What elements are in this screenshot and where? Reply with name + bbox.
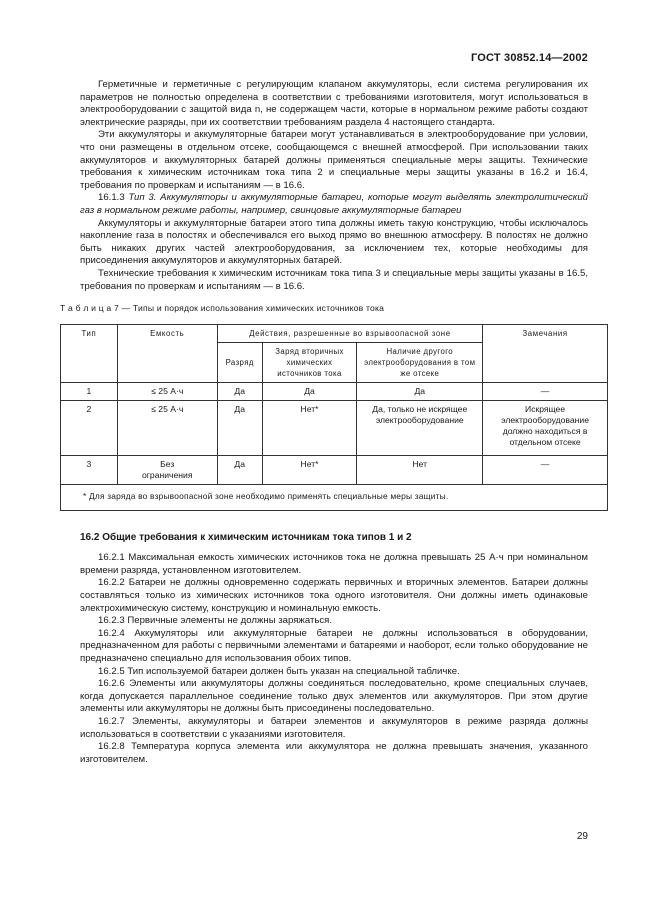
paragraph: 16.2.7 Элементы, аккумуляторы и батареи элементов и аккумуляторов в режиме разряда должны использоваться в соответствии с указаниями изготовителя. — [80, 716, 588, 740]
table-row — [61, 455, 608, 484]
cell-remarks: Искрящее электрооборудование должно находиться в отдельном отсеке — [483, 400, 608, 455]
cell-type: 3 — [61, 455, 118, 484]
clause-number: 16.1.3 — [98, 192, 125, 204]
cell-charge: Да — [262, 382, 357, 400]
table-footnote: * Для заряда во взрывоопасной зоне необходимо применять специальные меры защиты. — [61, 484, 608, 510]
paragraph: 16.2.5 Тип используемой батареи должен быть указан на специальной табличке. — [98, 665, 460, 677]
cell-other: Да — [357, 382, 483, 400]
header-discharge: Разряд — [217, 342, 262, 382]
cell-capacity: ≤ 25 А·ч — [117, 400, 217, 455]
paragraph: 16.2.2 Батареи не должны одновременно содержать первичных и вторичных элементов. Батареи должны составляться только из химических источников тока одного изготовителя. Они должны иметь одинаковые электрохимическую систему, конструкцию и номинальную емкость. — [80, 577, 588, 614]
paragraph: 16.2.1 Максимальная емкость химических источников тока не должна превышать 25 А·ч при номинальном времени разряда, установленном изготовителем. — [80, 552, 588, 576]
cell-other: Нет — [357, 455, 483, 484]
header-remarks: Замечания — [483, 324, 608, 382]
clause-16-1-3 — [80, 192, 588, 217]
paragraph: Герметичные и герметичные с регулирующим клапаном аккумуляторы, если система регулирования их параметров не полностью определена в соответствии с требованиями изготовителя, могут использоваться в электрооборудовании с защитой вида n, не содержащем части, которые в нормальном режиме работы создают электрические разряды, при их соответствии требованиям раздела 4 настоящего стандарта. — [80, 79, 588, 128]
table-header-row — [61, 324, 608, 342]
paragraph: 16.2.6 Элементы или аккумуляторы должны соединяться последовательно, кроме специальных случаев, когда допускается параллельное соединение только двух элементов или аккумуляторов. При этом другие элементы или аккумуляторы не должны быть присоединены последовательно. — [80, 678, 588, 715]
header-actions: Действия, разрешенные во взрывоопасной зоне — [217, 324, 482, 342]
header-charge: Заряд вторичных химических источников тока — [262, 342, 357, 382]
paragraph: 16.2.8 Температура корпуса элемента или аккумулятора не должна превышать значения, указанного изготовителем. — [80, 741, 588, 765]
cell-discharge: Да — [217, 455, 262, 484]
cell-remarks: — — [483, 382, 608, 400]
page-content — [60, 79, 590, 766]
cell-capacity: Без ограничения — [117, 455, 217, 484]
header-type: Тип — [61, 324, 118, 382]
page-number: 29 — [576, 831, 588, 842]
paragraph: Технические требования к химическим источникам тока типа 3 и специальные меры защиты указаны в 16.5, требования по проверкам и испытаниям — в 16.6. — [80, 267, 588, 292]
cell-type: 1 — [61, 382, 118, 400]
table-footnote-row — [61, 484, 608, 510]
header-capacity: Емкость — [117, 324, 217, 382]
table-row — [61, 382, 608, 400]
paragraph: Аккумуляторы и аккумуляторные батареи этого типа должны иметь такую конструкцию, чтобы исключалось накопление газа в полостях и обеспечивался его выход прямо во внешнюю атмосферу. В полостях не должно быть никаких других частей электрооборудования, за исключением тех, которые необходимы для присоединения аккумуляторов и аккумуляторных батарей. — [80, 217, 588, 267]
paragraph: 16.2.3 Первичные элементы не должны заряжаться. — [98, 615, 333, 627]
table-row — [61, 400, 608, 455]
paragraph: 16.2.4 Аккумуляторы или аккумуляторные батареи не должны использоваться в оборудовании, предназначенном для работы с первичными элементами и батареями и наоборот, если только оборудование не предназначено специально для использования обоих типов. — [80, 627, 588, 665]
battery-types-table — [60, 324, 608, 511]
clause-title: Тип 3. Аккумуляторы и аккумуляторные батареи, которые могут выделять электролитический газ в нормальном режиме работы, например, свинцовые аккумуляторные батареи — [80, 192, 588, 216]
cell-discharge: Да — [217, 400, 262, 455]
cell-type: 2 — [61, 400, 118, 455]
section-title: 16.2 Общие требования к химическим источникам тока типов 1 и 2 — [80, 531, 412, 543]
document-code: ГОСТ 30852.14—2002 — [470, 52, 588, 64]
cell-remarks: — — [483, 455, 608, 484]
paragraph: Эти аккумуляторы и аккумуляторные батареи могут устанавливаться в электрооборудование при условии, что они размещены в отдельном отсеке, сообщающемся с внешней атмосферой. При использовании таких аккумуляторов и аккумуляторных батарей должны применяться специальные меры защиты. Технические требования к химическим источникам тока типа 2 и специальные меры защиты указаны в 16.2 и 16.4, требования по проверкам и испытаниям — в 16.6. — [80, 129, 588, 191]
header-other-equipment: Наличие другого электрооборудования в том же отсеке — [357, 342, 483, 382]
cell-charge: Нет* — [262, 400, 357, 455]
cell-capacity: ≤ 25 А·ч — [117, 382, 217, 400]
table-caption: Т а б л и ц а 7 — Типы и порядок использования химических источников тока — [60, 303, 385, 314]
cell-charge: Нет* — [262, 455, 357, 484]
cell-discharge: Да — [217, 382, 262, 400]
cell-other: Да, только не искрящее электрооборудование — [357, 400, 483, 455]
